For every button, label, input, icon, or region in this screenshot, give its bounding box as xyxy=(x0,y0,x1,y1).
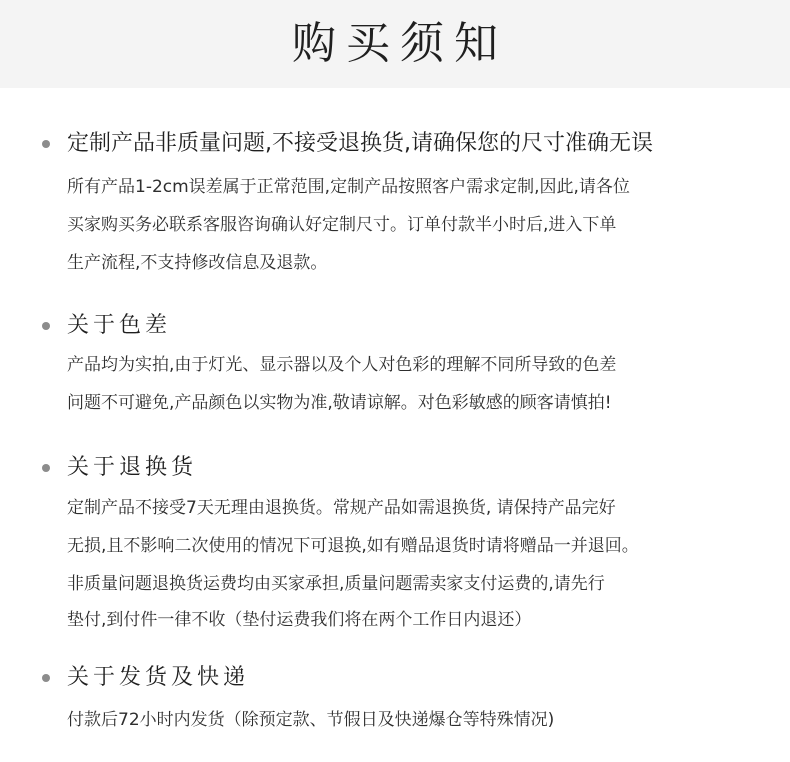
section-title: 关于退换货 xyxy=(67,455,198,480)
section-returns xyxy=(0,450,790,630)
section-title: 关于色差 xyxy=(67,313,172,338)
page-header xyxy=(0,0,790,88)
section-body-line: 生产流程,不支持修改信息及退款。 xyxy=(67,253,328,273)
section-custom-products xyxy=(0,126,790,273)
page-title: 购买须知 xyxy=(292,18,508,69)
section-body-line: 定制产品不接受7天无理由退换货。常规产品如需退换货, 请保持产品完好 xyxy=(67,498,616,518)
bullet-dot-icon xyxy=(42,674,50,682)
bullet-dot-icon xyxy=(42,322,50,330)
section-body-line: 所有产品1-2cm误差属于正常范围,定制产品按照客户需求定制,因此,请各位 xyxy=(67,177,630,197)
section-body-line: 非质量问题退换货运费均由买家承担,质量问题需卖家支付运费的,请先行 xyxy=(67,574,605,594)
bullet-dot-icon xyxy=(42,464,50,472)
section-heading xyxy=(0,308,790,344)
bullet-dot-icon xyxy=(42,140,50,148)
section-shipping xyxy=(0,660,790,730)
section-heading xyxy=(0,450,790,486)
section-body-line: 垫付,到付件一律不收（垫付运费我们将在两个工作日内退还） xyxy=(67,610,532,630)
section-body-line: 产品均为实拍,由于灯光、显示器以及个人对色彩的理解不同所导致的色差 xyxy=(67,355,617,375)
section-body-line: 买家购买务必联系客服咨询确认好定制尺寸。订单付款半小时后,进入下单 xyxy=(67,215,617,235)
section-heading xyxy=(0,660,790,696)
section-body-line: 问题不可避免,产品颜色以实物为准,敬请谅解。对色彩敏感的顾客请慎拍! xyxy=(67,393,612,413)
section-body-line: 付款后72小时内发货（除预定款、节假日及快递爆仓等特殊情况) xyxy=(67,710,555,730)
section-heading xyxy=(0,126,790,162)
section-title: 关于发货及快递 xyxy=(67,665,250,690)
section-body-line: 无损,且不影响二次使用的情况下可退换,如有赠品退货时请将赠品一并退回。 xyxy=(67,536,639,556)
section-title: 定制产品非质量问题,不接受退换货,请确保您的尺寸准确无误 xyxy=(67,131,653,156)
section-color-difference xyxy=(0,308,790,413)
